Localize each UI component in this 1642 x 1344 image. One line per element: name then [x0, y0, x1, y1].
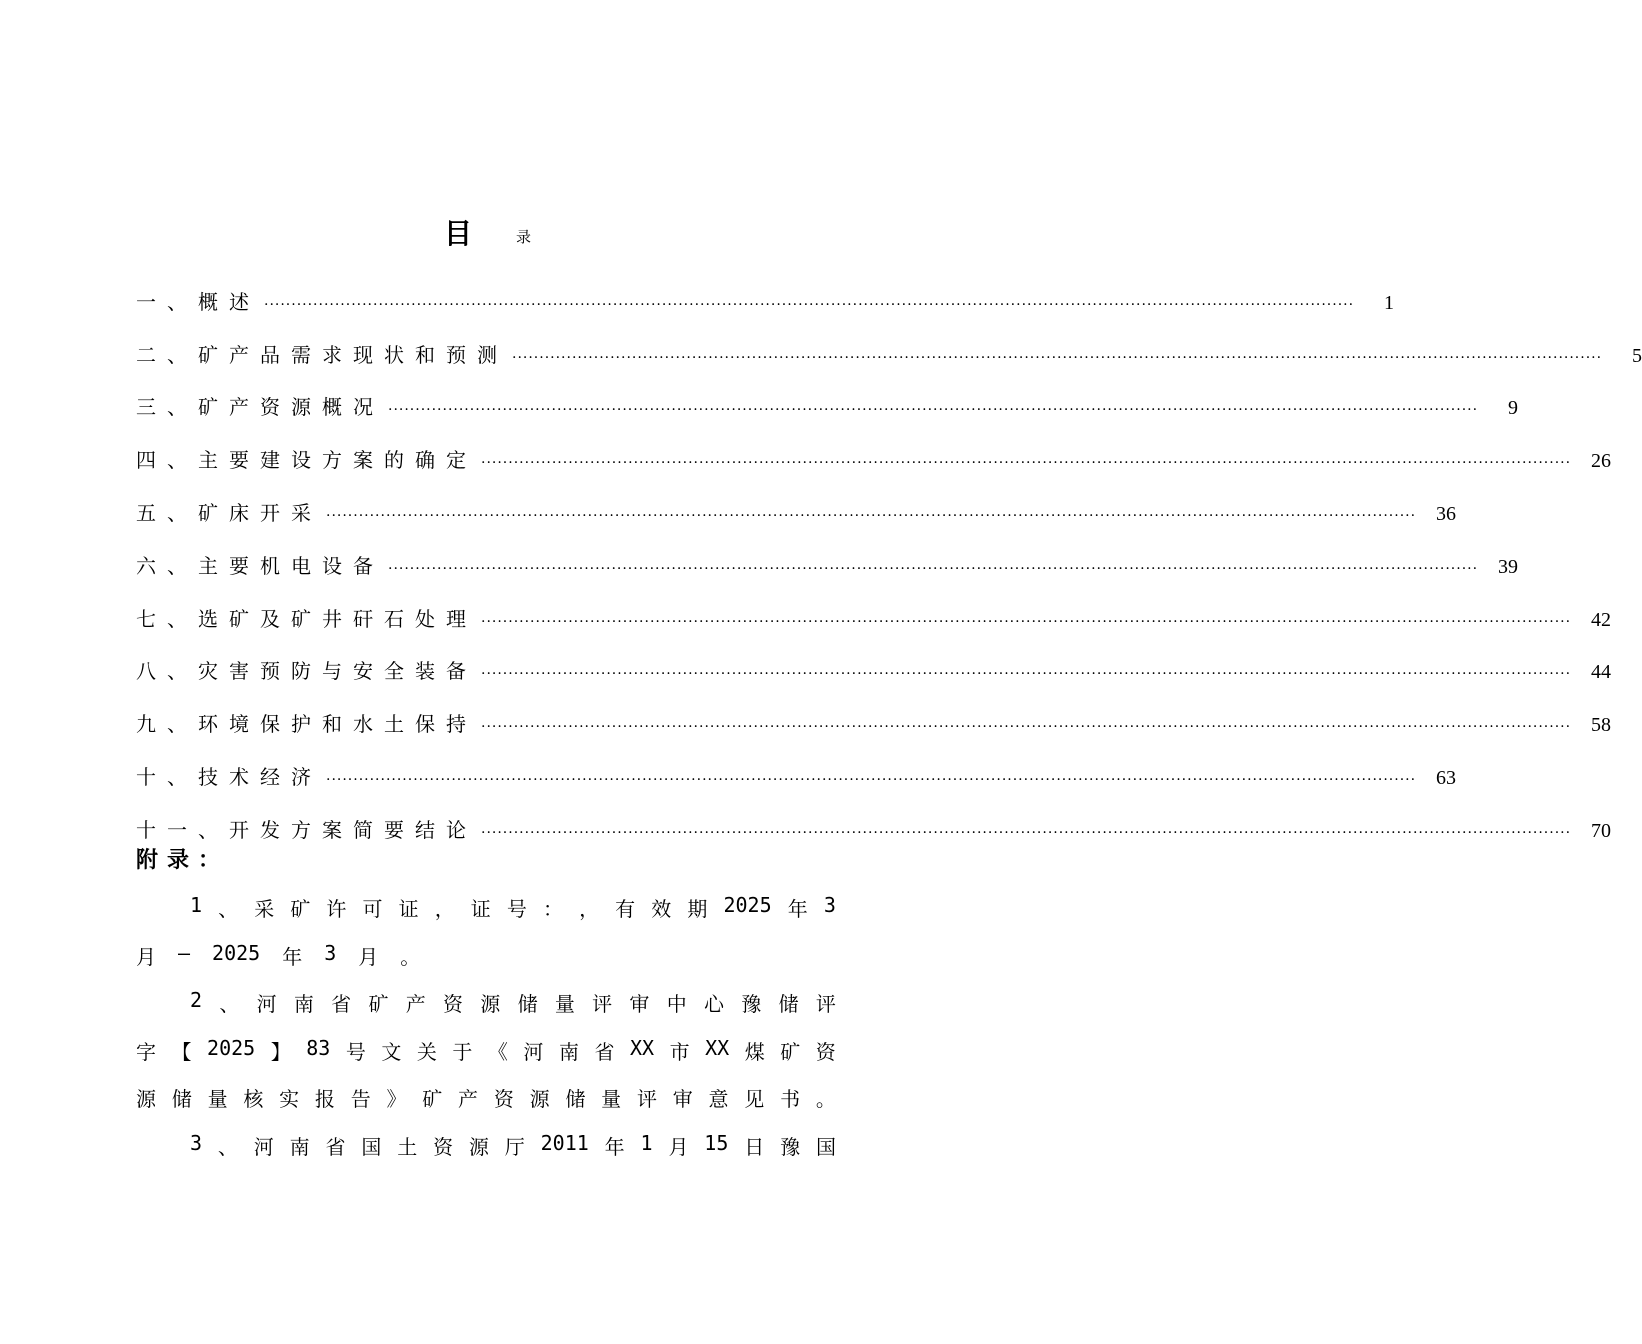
appendix-char: 3: [823, 893, 836, 917]
appendix-char: 量: [207, 1087, 228, 1112]
dot-leader: ........................................................................................................................................................................................................: [481, 451, 1572, 468]
appendix-char: 资: [815, 1039, 836, 1064]
dot-leader: ........................................................................................................................................................................................................: [481, 609, 1572, 626]
toc-entry[interactable]: [136, 790, 1612, 843]
toc-entry[interactable]: [136, 315, 1642, 368]
appendix-char: 15: [704, 1130, 729, 1155]
appendix-char: 1: [190, 893, 203, 917]
appendix-char: 可: [362, 897, 383, 921]
appendix-line: [136, 1083, 836, 1131]
appendix-char: 2025: [212, 940, 261, 965]
toc-entry-label: 四、主要建设方案的确定: [136, 448, 477, 473]
appendix-char: 矿: [780, 1039, 801, 1064]
appendix-char: 书: [780, 1087, 801, 1112]
appendix-char: 源: [480, 992, 501, 1017]
appendix-line: [136, 893, 836, 941]
appendix-char: 量: [601, 1087, 622, 1112]
dot-leader: ........................................................................................................................................................................................................: [264, 292, 1355, 309]
appendix-char: 豫: [741, 992, 762, 1017]
appendix-char: 矿: [368, 992, 389, 1017]
appendix-char: 、: [218, 897, 239, 921]
dot-leader: ........................................................................................................................................................................................................: [326, 767, 1417, 784]
toc-entry-label: 六、主要机电设备: [136, 553, 384, 578]
toc-entry-page: 26: [1591, 450, 1612, 473]
appendix-heading: 附录：: [136, 848, 230, 873]
toc-entry[interactable]: [136, 737, 1457, 790]
appendix-char: 中: [666, 992, 687, 1017]
toc-entry-page: 42: [1591, 608, 1612, 631]
dot-leader: ........................................................................................................................................................................................................: [388, 556, 1479, 573]
toc-entry-page: 9: [1508, 397, 1519, 420]
appendix-char: 审: [629, 992, 650, 1017]
appendix-char: XX: [629, 1035, 655, 1060]
appendix-char: 2: [190, 988, 203, 1013]
appendix-char: 南: [558, 1039, 579, 1064]
appendix-char: 于: [452, 1039, 473, 1064]
appendix-char: 国: [361, 1134, 382, 1159]
appendix-char: 储: [517, 992, 538, 1017]
appendix-char: 核: [243, 1087, 264, 1112]
appendix-char: 月: [668, 1134, 689, 1159]
toc-entry-label: 七、选矿及矿井矸石处理: [136, 606, 477, 631]
appendix-char: 见: [744, 1087, 765, 1112]
appendix-char: 【: [171, 1039, 192, 1064]
appendix-char: 国: [815, 1134, 836, 1159]
toc-entry-label: 一、概述: [136, 289, 260, 314]
appendix-char: 年: [282, 944, 303, 969]
appendix-char: 关: [416, 1039, 437, 1064]
appendix-char: 省: [325, 1134, 346, 1159]
toc-entry-label: 三、矿产资源概况: [136, 395, 384, 420]
toc-entry-page: 36: [1436, 502, 1457, 525]
toc-entry-page: 70: [1591, 819, 1612, 842]
appendix-char: 证: [398, 897, 419, 921]
appendix-char: 矿: [422, 1087, 443, 1112]
appendix-char: ，: [579, 897, 600, 921]
appendix-char: 字: [136, 1039, 156, 1064]
appendix-char: 。: [815, 1087, 836, 1112]
toc-entry-label: 二、矿产品需求现状和预测: [136, 342, 508, 367]
appendix-char: 省: [331, 992, 352, 1017]
toc-entry-page: 58: [1591, 714, 1612, 737]
appendix-char: 月: [358, 944, 379, 969]
appendix-char: 市: [669, 1039, 690, 1064]
appendix-char: 厅: [504, 1134, 525, 1159]
appendix-char: 豫: [780, 1134, 801, 1159]
appendix-char: 源: [136, 1087, 156, 1112]
appendix-char: 资: [443, 992, 464, 1017]
toc-title-sub: 录: [516, 228, 532, 246]
appendix-char: 量: [554, 992, 575, 1017]
toc-entry[interactable]: [136, 684, 1612, 737]
appendix-char: 》: [386, 1087, 407, 1112]
appendix-char: 河: [523, 1039, 544, 1064]
toc-entry-page: 44: [1591, 661, 1612, 684]
dot-leader: ........................................................................................................................................................................................................: [481, 715, 1572, 732]
appendix-char: 煤: [744, 1039, 765, 1064]
appendix-char: 采: [254, 897, 275, 921]
appendix-char: 3: [190, 1130, 203, 1155]
dot-leader: ........................................................................................................................................................................................................: [326, 503, 1417, 520]
appendix-char: 号: [506, 897, 527, 921]
appendix-char: 源: [529, 1087, 550, 1112]
toc-entry-label: 九、环境保护和水土保持: [136, 712, 477, 737]
appendix-char: 储: [778, 992, 799, 1017]
appendix-char: 2011: [540, 1130, 589, 1155]
appendix-char: 意: [708, 1087, 729, 1112]
appendix-char: 年: [787, 897, 808, 921]
appendix-char: 1: [640, 1130, 653, 1155]
appendix-char: 矿: [290, 897, 311, 921]
toc-entry[interactable]: [136, 632, 1612, 685]
appendix-char: 告: [350, 1087, 371, 1112]
toc-entry[interactable]: [136, 262, 1395, 315]
appendix-char: 源: [468, 1134, 489, 1159]
appendix-char: 年: [604, 1134, 625, 1159]
appendix-char: 储: [565, 1087, 586, 1112]
appendix-char: 】: [270, 1039, 291, 1064]
toc-entry-page: 1: [1384, 291, 1395, 314]
appendix-line: [136, 941, 836, 989]
appendix-line: [136, 1131, 836, 1179]
appendix-char: 报: [314, 1087, 335, 1112]
appendix-char: 3: [324, 940, 337, 965]
appendix-char: 日: [744, 1134, 765, 1159]
appendix-char: 产: [405, 992, 426, 1017]
appendix-char: 审: [672, 1087, 693, 1112]
appendix-char: 产: [458, 1087, 479, 1112]
appendix-char: ，: [434, 897, 455, 921]
toc-entry[interactable]: [136, 526, 1519, 579]
toc-title-main: 目: [444, 217, 473, 250]
toc-entry[interactable]: [136, 420, 1612, 473]
appendix-char: 号: [345, 1039, 366, 1064]
appendix-char: 实: [279, 1087, 300, 1112]
appendix-char: 《: [487, 1039, 508, 1064]
appendix-char: 南: [289, 1134, 310, 1159]
appendix-char: 资: [433, 1134, 454, 1159]
appendix-line: [136, 988, 836, 1036]
appendix-char: 2025: [723, 893, 772, 917]
appendix-char: 土: [397, 1134, 418, 1159]
appendix-char: 心: [703, 992, 724, 1017]
appendix-line: [136, 1036, 836, 1084]
appendix-char: 评: [636, 1087, 657, 1112]
dot-leader: ........................................................................................................................................................................................................: [481, 820, 1572, 837]
appendix-char: 、: [217, 1134, 238, 1159]
appendix-char: 省: [594, 1039, 615, 1064]
toc-entry[interactable]: [136, 368, 1519, 421]
toc-entry[interactable]: [136, 473, 1457, 526]
appendix-char: XX: [705, 1035, 730, 1060]
appendix-char: 期: [687, 897, 708, 921]
appendix-char: 评: [815, 992, 836, 1017]
appendix-char: 。: [400, 944, 421, 969]
appendix-char: 河: [253, 1134, 274, 1159]
appendix-char: 、: [219, 992, 240, 1017]
toc-entry-label: 十、技术经济: [136, 764, 322, 789]
appendix-char: 河: [256, 992, 277, 1017]
appendix-char: 有: [615, 897, 636, 921]
appendix-body: [136, 893, 836, 1179]
appendix-char: 效: [651, 897, 672, 921]
toc-title: [0, 212, 950, 252]
appendix-char: 评: [592, 992, 613, 1017]
appendix-char: 月: [136, 944, 156, 969]
appendix-char: 资: [493, 1087, 514, 1112]
table-of-contents: [136, 262, 1642, 843]
dot-leader: ........................................................................................................................................................................................................: [481, 662, 1572, 679]
appendix-char: ：: [542, 897, 563, 921]
appendix-char: 证: [470, 897, 491, 921]
appendix-char: 储: [171, 1087, 192, 1112]
dot-leader: ........................................................................................................................................................................................................: [388, 398, 1479, 415]
toc-entry-page: 5: [1632, 344, 1642, 367]
toc-entry-page: 63: [1436, 766, 1457, 789]
appendix-char: 83: [306, 1035, 331, 1060]
appendix-char: 许: [326, 897, 347, 921]
toc-entry-page: 39: [1498, 555, 1519, 578]
appendix-char: 2025: [207, 1035, 256, 1060]
toc-entry-label: 五、矿床开采: [136, 500, 322, 525]
toc-entry[interactable]: [136, 579, 1612, 632]
toc-entry-label: 八、灾害预防与安全装备: [136, 659, 477, 684]
dot-leader: ........................................................................................................................................................................................................: [512, 345, 1603, 362]
appendix-char: —: [178, 940, 191, 965]
appendix-char: 南: [293, 992, 314, 1017]
toc-entry-label: 十一、开发方案简要结论: [136, 817, 477, 842]
appendix-char: 文: [381, 1039, 402, 1064]
